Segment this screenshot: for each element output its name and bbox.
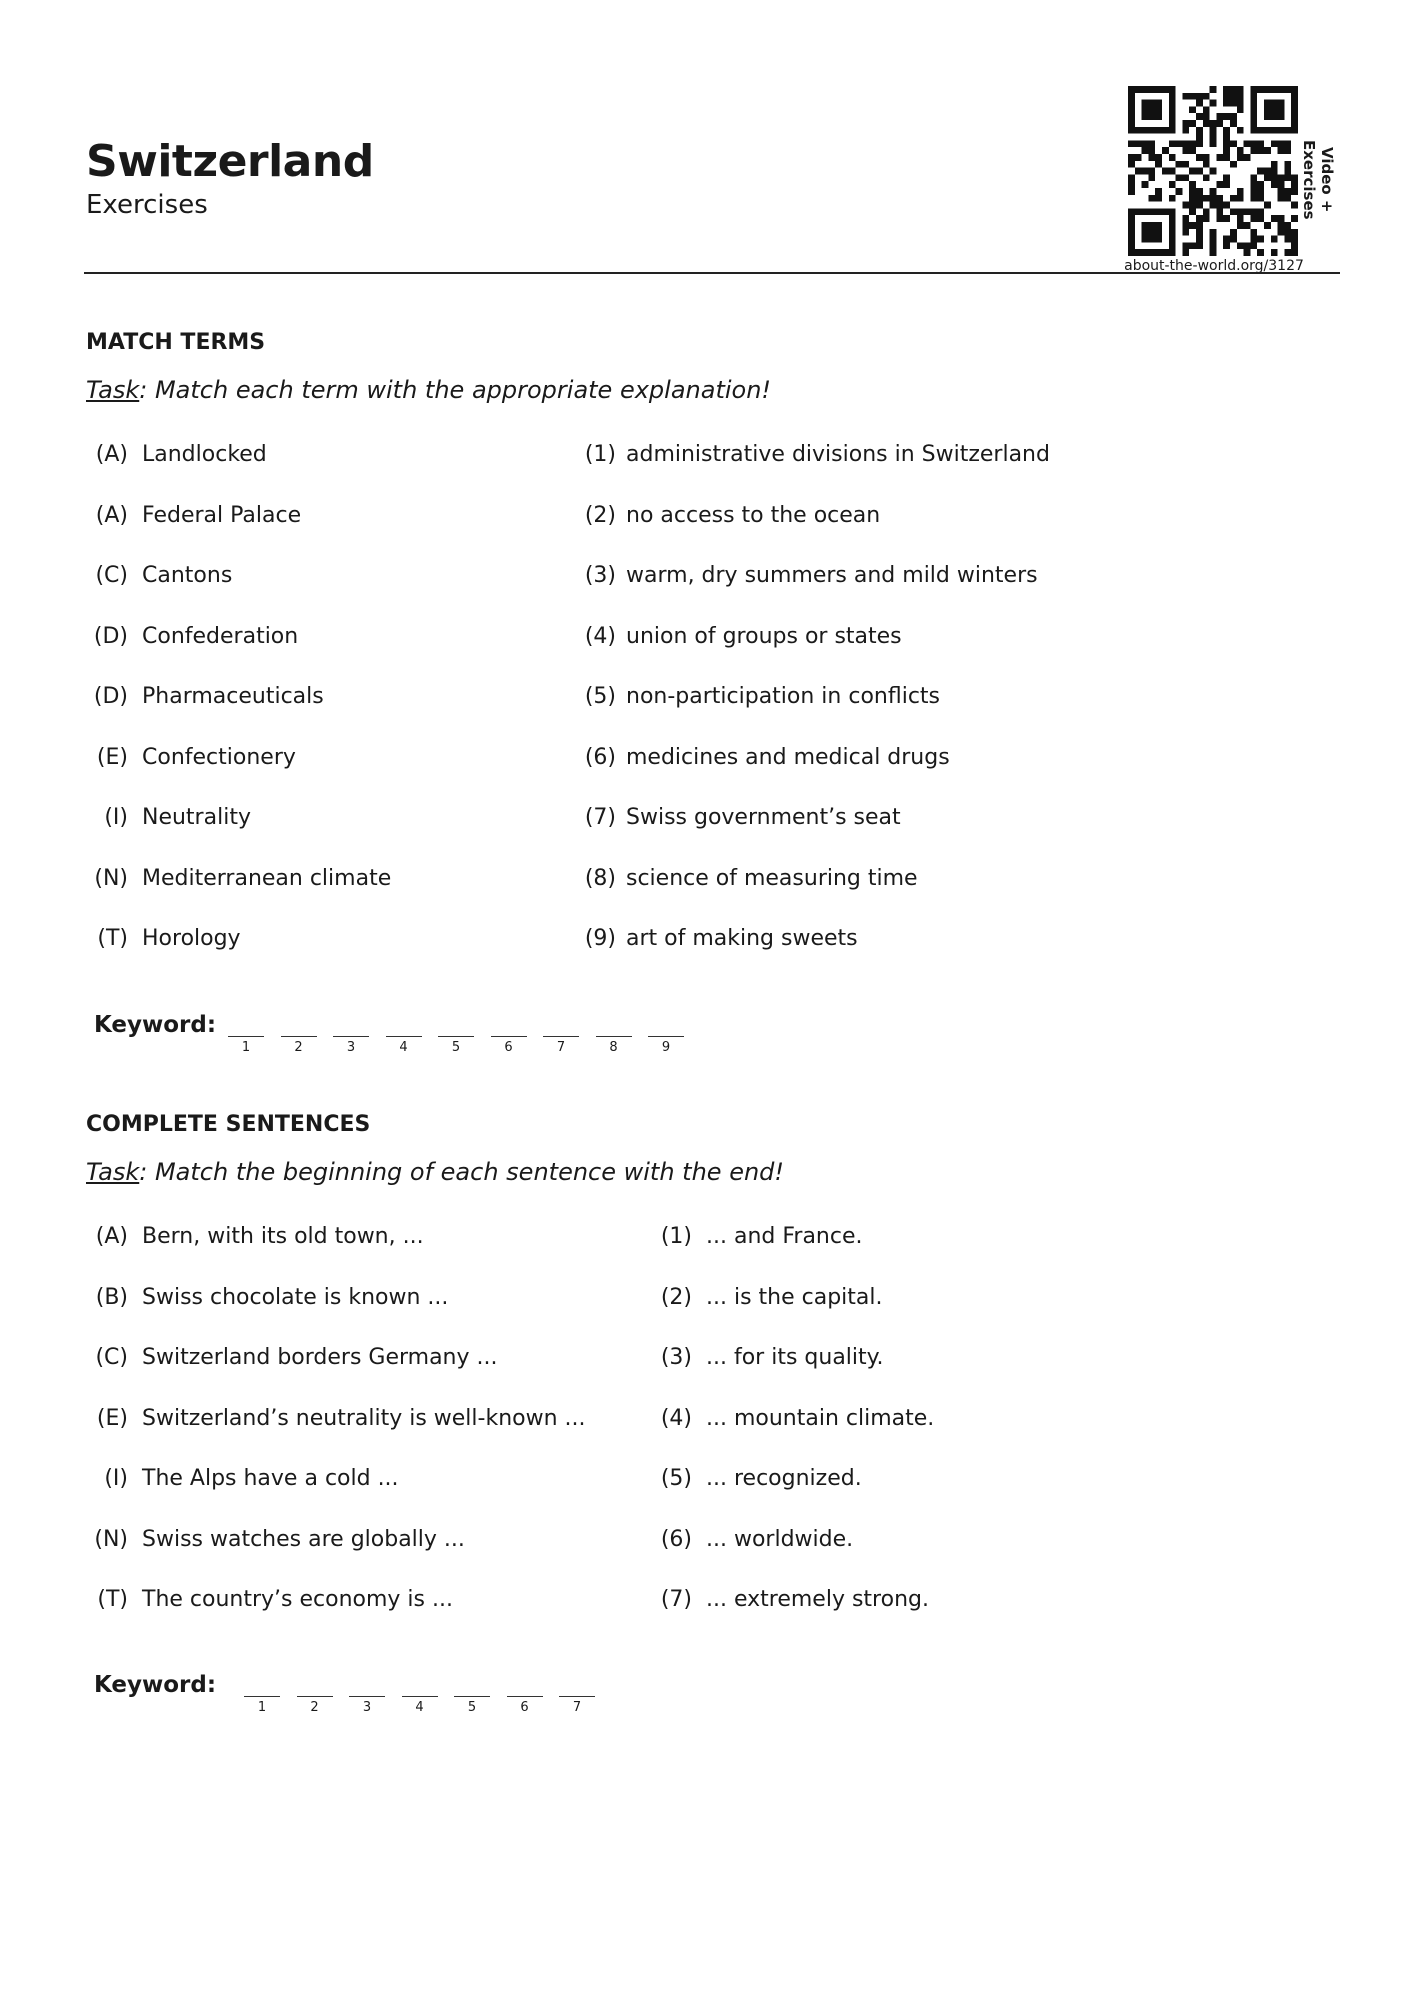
keyword-blank[interactable] [281, 1036, 317, 1037]
explanation-label: (9) [584, 926, 616, 951]
explanation-text: union of groups or states [626, 623, 902, 649]
sentence-ending-text: ... recognized. [706, 1466, 862, 1491]
sentence-beginning-text: Bern, with its old town, ... [142, 1224, 424, 1249]
term-label: (A) [95, 442, 128, 467]
sentence-beginning-text: The Alps have a cold ... [142, 1466, 399, 1491]
term-label: (D) [93, 623, 128, 649]
term-text: Cantons [142, 563, 233, 588]
explanation-label: (3) [584, 563, 616, 588]
complete-sentences-task [86, 1158, 784, 1186]
explanation-text: art of making sweets [626, 926, 858, 951]
keyword-blank-number: 7 [572, 1700, 582, 1715]
qr-url[interactable]: about-the-world.org/3127 [1124, 258, 1304, 274]
keyword-blank-number: 1 [257, 1700, 267, 1715]
complete-sentences-title: COMPLETE SENTENCES [86, 1112, 371, 1137]
keyword-blank-number: 4 [415, 1700, 424, 1715]
term-label: (C) [95, 563, 128, 588]
keyword-blank[interactable] [386, 1036, 422, 1037]
sentence-ending-text: ... extremely strong. [706, 1587, 929, 1612]
page-title: Switzerland [86, 136, 374, 187]
task-label: Task [86, 376, 140, 404]
term-label: (T) [97, 926, 128, 951]
qr-code-icon[interactable] [1128, 86, 1298, 256]
sentence-beginning-label: (B) [95, 1284, 128, 1310]
sentence-beginning-text: Swiss chocolate is known ... [142, 1284, 449, 1310]
task-text: : Match the beginning of each sentence with the end! [139, 1158, 785, 1186]
keyword-blank[interactable] [543, 1036, 579, 1037]
sentence-beginning-label: (A) [95, 1224, 128, 1249]
keyword-blank-number: 6 [504, 1040, 513, 1055]
explanation-label: (7) [584, 805, 616, 830]
keyword-blank-number: 3 [362, 1700, 372, 1715]
term-text: Landlocked [142, 442, 267, 467]
sentence-ending-text: ... for its quality. [706, 1345, 884, 1370]
keyword-blank-number: 2 [310, 1700, 319, 1715]
sentence-beginning-text: Switzerland borders Germany ... [142, 1345, 498, 1370]
term-label: (E) [96, 744, 128, 770]
term-text: Horology [142, 926, 241, 951]
sentence-ending-label: (6) [660, 1526, 692, 1552]
keyword-blank[interactable] [402, 1696, 438, 1697]
keyword-blank[interactable] [438, 1036, 474, 1037]
keyword-blank[interactable] [228, 1036, 264, 1037]
explanation-label: (4) [584, 623, 616, 649]
explanation-label: (8) [584, 865, 616, 891]
video-exercises-label: Video + Exercises [1300, 140, 1336, 220]
explanation-text: science of measuring time [626, 865, 918, 891]
sentence-ending-text: ... and France. [706, 1224, 863, 1249]
explanation-text: Swiss government’s seat [626, 805, 901, 830]
sentence-ending-text: ... mountain climate. [706, 1405, 935, 1431]
keyword-blank[interactable] [507, 1696, 543, 1697]
explanation-label: (1) [584, 442, 616, 467]
term-label: (N) [94, 865, 128, 891]
keyword-blank[interactable] [349, 1696, 385, 1697]
keyword-blank-number: 6 [520, 1700, 529, 1715]
keyword-label: Keyword: [94, 1672, 217, 1698]
keyword-blank-number: 3 [346, 1040, 356, 1055]
sentence-ending-label: (7) [660, 1587, 692, 1612]
sentence-beginning-label: (T) [97, 1587, 128, 1612]
match-terms-task [86, 376, 771, 404]
sentence-beginning-label: (N) [94, 1526, 128, 1552]
keyword-blank[interactable] [559, 1696, 595, 1697]
header-divider [84, 272, 1340, 274]
explanation-text: no access to the ocean [626, 502, 881, 528]
term-label: (I) [104, 805, 128, 830]
explanation-label: (5) [584, 684, 616, 709]
keyword-blank-number: 7 [556, 1040, 566, 1055]
explanation-text: warm, dry summers and mild winters [626, 563, 1038, 588]
explanation-label: (6) [584, 744, 616, 770]
sentence-ending-text: ... worldwide. [706, 1526, 854, 1552]
sentence-beginning-label: (E) [96, 1405, 128, 1431]
keyword-blank[interactable] [596, 1036, 632, 1037]
sentence-ending-label: (5) [660, 1466, 692, 1491]
keyword-blank-number: 5 [451, 1040, 461, 1055]
sentence-beginning-label: (C) [95, 1345, 128, 1370]
sentence-ending-label: (4) [660, 1405, 692, 1431]
explanation-text: non-participation in conflicts [626, 684, 941, 709]
keyword-blank-number: 1 [241, 1040, 251, 1055]
keyword-blank-number: 2 [294, 1040, 303, 1055]
keyword-blank[interactable] [244, 1696, 280, 1697]
keyword-label: Keyword: [94, 1012, 217, 1038]
sentence-beginning-text: Swiss watches are globally ... [142, 1526, 465, 1552]
keyword-blank-number: 4 [399, 1040, 408, 1055]
keyword-blank-number: 5 [467, 1700, 477, 1715]
term-text: Federal Palace [142, 502, 302, 528]
keyword-blank-number: 8 [609, 1040, 618, 1055]
explanation-text: medicines and medical drugs [626, 744, 950, 770]
keyword-blank-number: 9 [661, 1040, 671, 1055]
sentence-beginning-text: The country’s economy is ... [142, 1587, 453, 1612]
term-text: Mediterranean climate [142, 865, 392, 891]
keyword-blank[interactable] [333, 1036, 369, 1037]
explanation-label: (2) [584, 502, 616, 528]
match-terms-title: MATCH TERMS [86, 330, 266, 355]
sentence-beginning-text: Switzerland’s neutrality is well-known ... [142, 1405, 586, 1431]
term-text: Neutrality [142, 805, 251, 830]
sentence-ending-label: (1) [660, 1224, 692, 1249]
term-label: (D) [93, 684, 128, 709]
explanation-text: administrative divisions in Switzerland [626, 442, 1050, 467]
term-text: Pharmaceuticals [142, 684, 324, 709]
keyword-blank[interactable] [454, 1696, 490, 1697]
sentence-ending-label: (3) [660, 1345, 692, 1370]
term-text: Confectionery [142, 744, 296, 770]
task-text: : Match each term with the appropriate explanation! [139, 376, 772, 404]
sentence-ending-text: ... is the capital. [706, 1284, 883, 1310]
keyword-blank[interactable] [297, 1696, 333, 1697]
sentence-ending-label: (2) [660, 1284, 692, 1310]
page-subtitle: Exercises [86, 190, 208, 220]
sentence-beginning-label: (I) [104, 1466, 128, 1491]
keyword-blank[interactable] [648, 1036, 684, 1037]
term-text: Confederation [142, 623, 299, 649]
term-label: (A) [95, 502, 128, 528]
task-label: Task [86, 1158, 140, 1186]
keyword-blank[interactable] [491, 1036, 527, 1037]
